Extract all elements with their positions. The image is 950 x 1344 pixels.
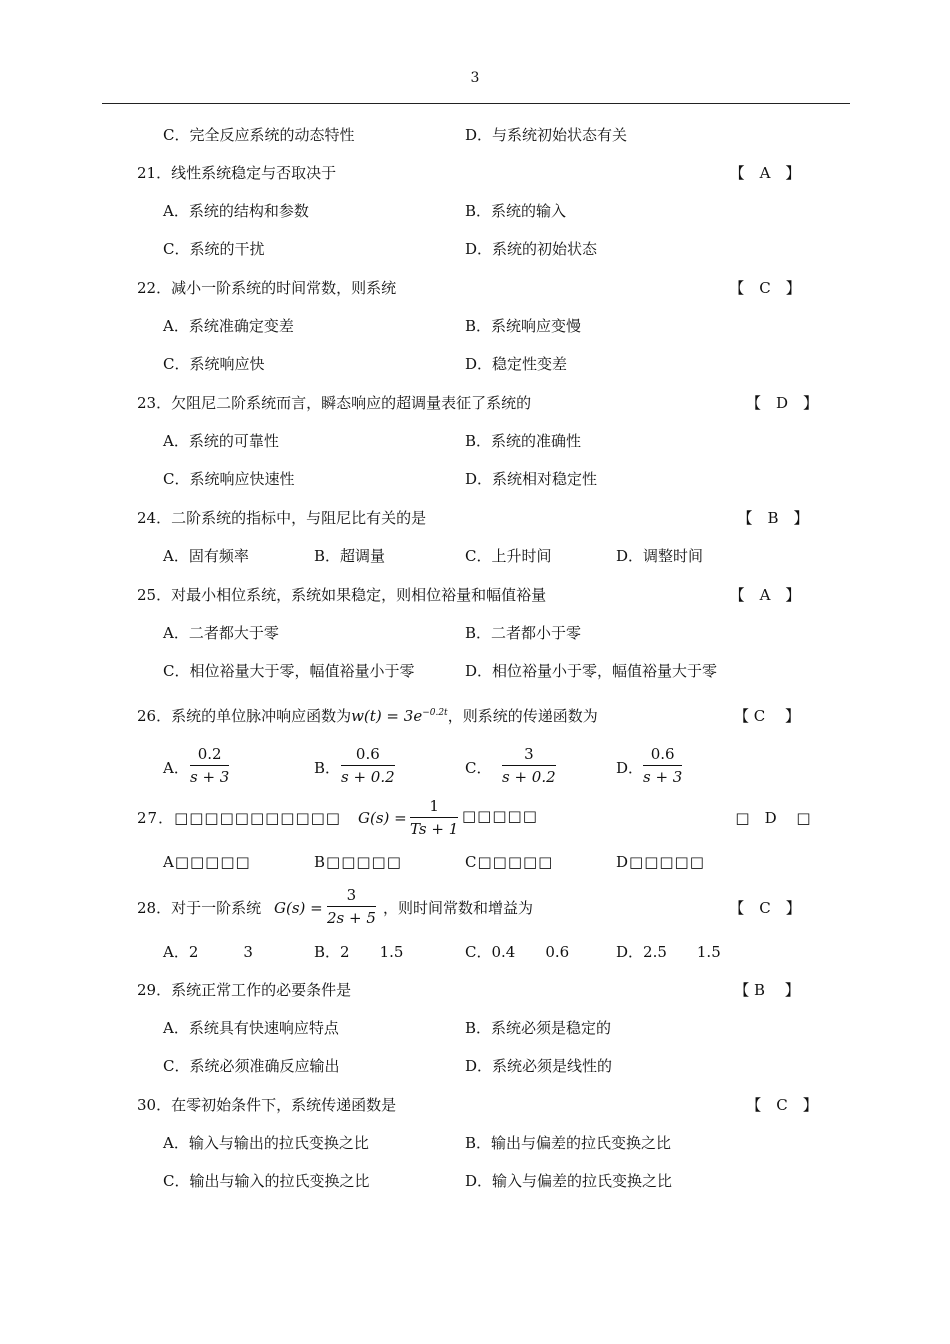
denominator: s + 3 (643, 768, 683, 786)
question-30 (0, 1094, 950, 1118)
option-d: D．系统相对稳定性 (465, 470, 598, 488)
question-22 (0, 277, 950, 301)
option-d: D□□□□□ (616, 853, 705, 871)
numerator: 0.6 (341, 745, 395, 766)
answer-bracket: 【 A 】 (729, 586, 801, 604)
option-row (0, 124, 950, 148)
question-suffix: ，则系统的传递函数为 (447, 707, 598, 725)
option-a: A．系统的可靠性 (163, 432, 279, 450)
header-rule (102, 103, 850, 104)
option-b: B．输出与偏差的拉氏变换之比 (465, 1134, 672, 1152)
option-c: C．完全反应系统的动态特性 (163, 126, 355, 144)
question-text: 22．减小一阶系统的时间常数，则系统 (137, 279, 397, 297)
option-b-fraction (341, 745, 395, 786)
answer-bracket: 【 C 】 (746, 1096, 818, 1114)
answer-bracket: 【 B 】 (734, 981, 800, 999)
question-25 (0, 584, 950, 608)
option-d: D．系统的初始状态 (465, 240, 598, 258)
option-c: C．系统响应快速性 (163, 470, 295, 488)
question-text: 24．二阶系统的指标中，与阻尼比有关的是 (137, 509, 427, 527)
option-c: C．上升时间 (465, 547, 552, 565)
option-row (0, 622, 950, 646)
option-c: C□□□□□ (465, 853, 554, 871)
option-row (0, 745, 950, 795)
formula-lhs: G(s) = (358, 809, 407, 827)
question-suffix: □□□□□ (462, 807, 538, 825)
question-28 (0, 886, 950, 932)
question-prefix: 26．系统的单位脉冲响应函数为 (137, 707, 352, 725)
answer-bracket: □ D □ (735, 809, 811, 827)
question-29 (0, 979, 950, 1003)
answer-bracket: 【 D 】 (745, 394, 819, 412)
option-a: A．系统准确定变差 (163, 317, 294, 335)
question-text: 27．□□□□□□□□□□□ (137, 809, 341, 827)
option-c-fraction (502, 745, 556, 786)
option-b: B．系统必须是稳定的 (465, 1019, 612, 1037)
option-c: C．0.4 0.6 (465, 943, 570, 961)
option-a: A．系统具有快速响应特点 (163, 1019, 339, 1037)
option-d: D．相位裕量小于零，幅值裕量大于零 (465, 662, 718, 680)
numerator: 3 (502, 745, 556, 766)
option-b: B．二者都小于零 (465, 624, 582, 642)
option-c-label: C． (465, 759, 492, 777)
option-row (0, 430, 950, 454)
question-suffix: ，则时间常数和增益为 (383, 899, 534, 917)
option-row (0, 238, 950, 262)
option-row (0, 1055, 950, 1079)
option-c: C．系统的干扰 (163, 240, 265, 258)
option-d: D．系统必须是线性的 (465, 1057, 613, 1075)
option-c: C．相位裕量大于零，幅值裕量小于零 (163, 662, 415, 680)
question-text: 23．欠阻尼二阶系统而言，瞬态响应的超调量表征了系统的 (137, 394, 532, 412)
option-a: A．固有频率 (163, 547, 249, 565)
option-row (0, 1017, 950, 1041)
formula-exponent: −0.2t (422, 708, 448, 718)
option-a-label: A． (163, 759, 189, 777)
option-row (0, 853, 950, 877)
option-b: B．系统的准确性 (465, 432, 582, 450)
denominator: s + 0.2 (341, 768, 395, 786)
option-row (0, 660, 950, 684)
option-row (0, 315, 950, 339)
question-text: 28．对于一阶系统 (137, 899, 262, 917)
option-a: A□□□□□ (163, 853, 251, 871)
numerator: 0.6 (643, 745, 682, 766)
answer-bracket: 【 C 】 (729, 899, 801, 917)
option-a-fraction (190, 745, 229, 786)
question-27 (0, 797, 950, 843)
denominator: Ts + 1 (410, 820, 459, 838)
denominator: s + 0.2 (502, 768, 556, 786)
option-b: B．系统的输入 (465, 202, 567, 220)
formula-fraction (327, 886, 376, 927)
question-text (137, 705, 598, 726)
option-d-label: D． (616, 759, 644, 777)
denominator: s + 3 (190, 768, 230, 786)
option-a: A．输入与输出的拉氏变换之比 (163, 1134, 369, 1152)
question-text: 29．系统正常工作的必要条件是 (137, 981, 352, 999)
question-21 (0, 162, 950, 186)
question-text: 21．线性系统稳定与否取决于 (137, 164, 337, 182)
answer-bracket: 【 B 】 (737, 509, 809, 527)
denominator: 2s + 5 (327, 909, 376, 927)
option-d: D．调整时间 (616, 547, 704, 565)
option-d: D．2.5 1.5 (616, 943, 721, 961)
question-text: 30．在零初始条件下，系统传递函数是 (137, 1096, 397, 1114)
option-row (0, 353, 950, 377)
formula-lhs: G(s) = (274, 899, 323, 917)
answer-bracket: 【 C 】 (733, 707, 800, 725)
option-b: B□□□□□ (314, 853, 402, 871)
option-b: B．2 1.5 (314, 943, 404, 961)
page-number: 3 (470, 70, 480, 86)
option-d: D．输入与偏差的拉氏变换之比 (465, 1172, 673, 1190)
answer-bracket: 【 C 】 (729, 279, 801, 297)
question-24 (0, 507, 950, 531)
option-a: A．2 3 (163, 943, 253, 961)
option-b: B．超调量 (314, 547, 386, 565)
option-row (0, 1132, 950, 1156)
option-c: C．系统必须准确反应输出 (163, 1057, 340, 1075)
numerator: 0.2 (190, 745, 229, 766)
option-row (0, 468, 950, 492)
numerator: 3 (327, 886, 376, 907)
option-row (0, 545, 950, 569)
numerator: 1 (410, 797, 458, 818)
option-d: D．与系统初始状态有关 (465, 126, 628, 144)
option-row (0, 941, 950, 965)
option-d-fraction (643, 745, 682, 786)
option-row (0, 1170, 950, 1194)
option-row (0, 200, 950, 224)
option-a: A．二者都大于零 (163, 624, 279, 642)
question-23 (0, 392, 950, 416)
question-26 (0, 705, 950, 729)
answer-bracket: 【 A 】 (729, 164, 801, 182)
option-c: C．输出与输入的拉氏变换之比 (163, 1172, 370, 1190)
option-c: C．系统响应快 (163, 355, 265, 373)
formula-fraction (410, 797, 458, 838)
option-b: B．系统响应变慢 (465, 317, 582, 335)
option-d: D．稳定性变差 (465, 355, 568, 373)
option-b-label: B． (314, 759, 341, 777)
formula: w(t) = 3e (351, 707, 423, 725)
option-a: A．系统的结构和参数 (163, 202, 309, 220)
question-text: 25．对最小相位系统，系统如果稳定，则相位裕量和幅值裕量 (137, 586, 547, 604)
